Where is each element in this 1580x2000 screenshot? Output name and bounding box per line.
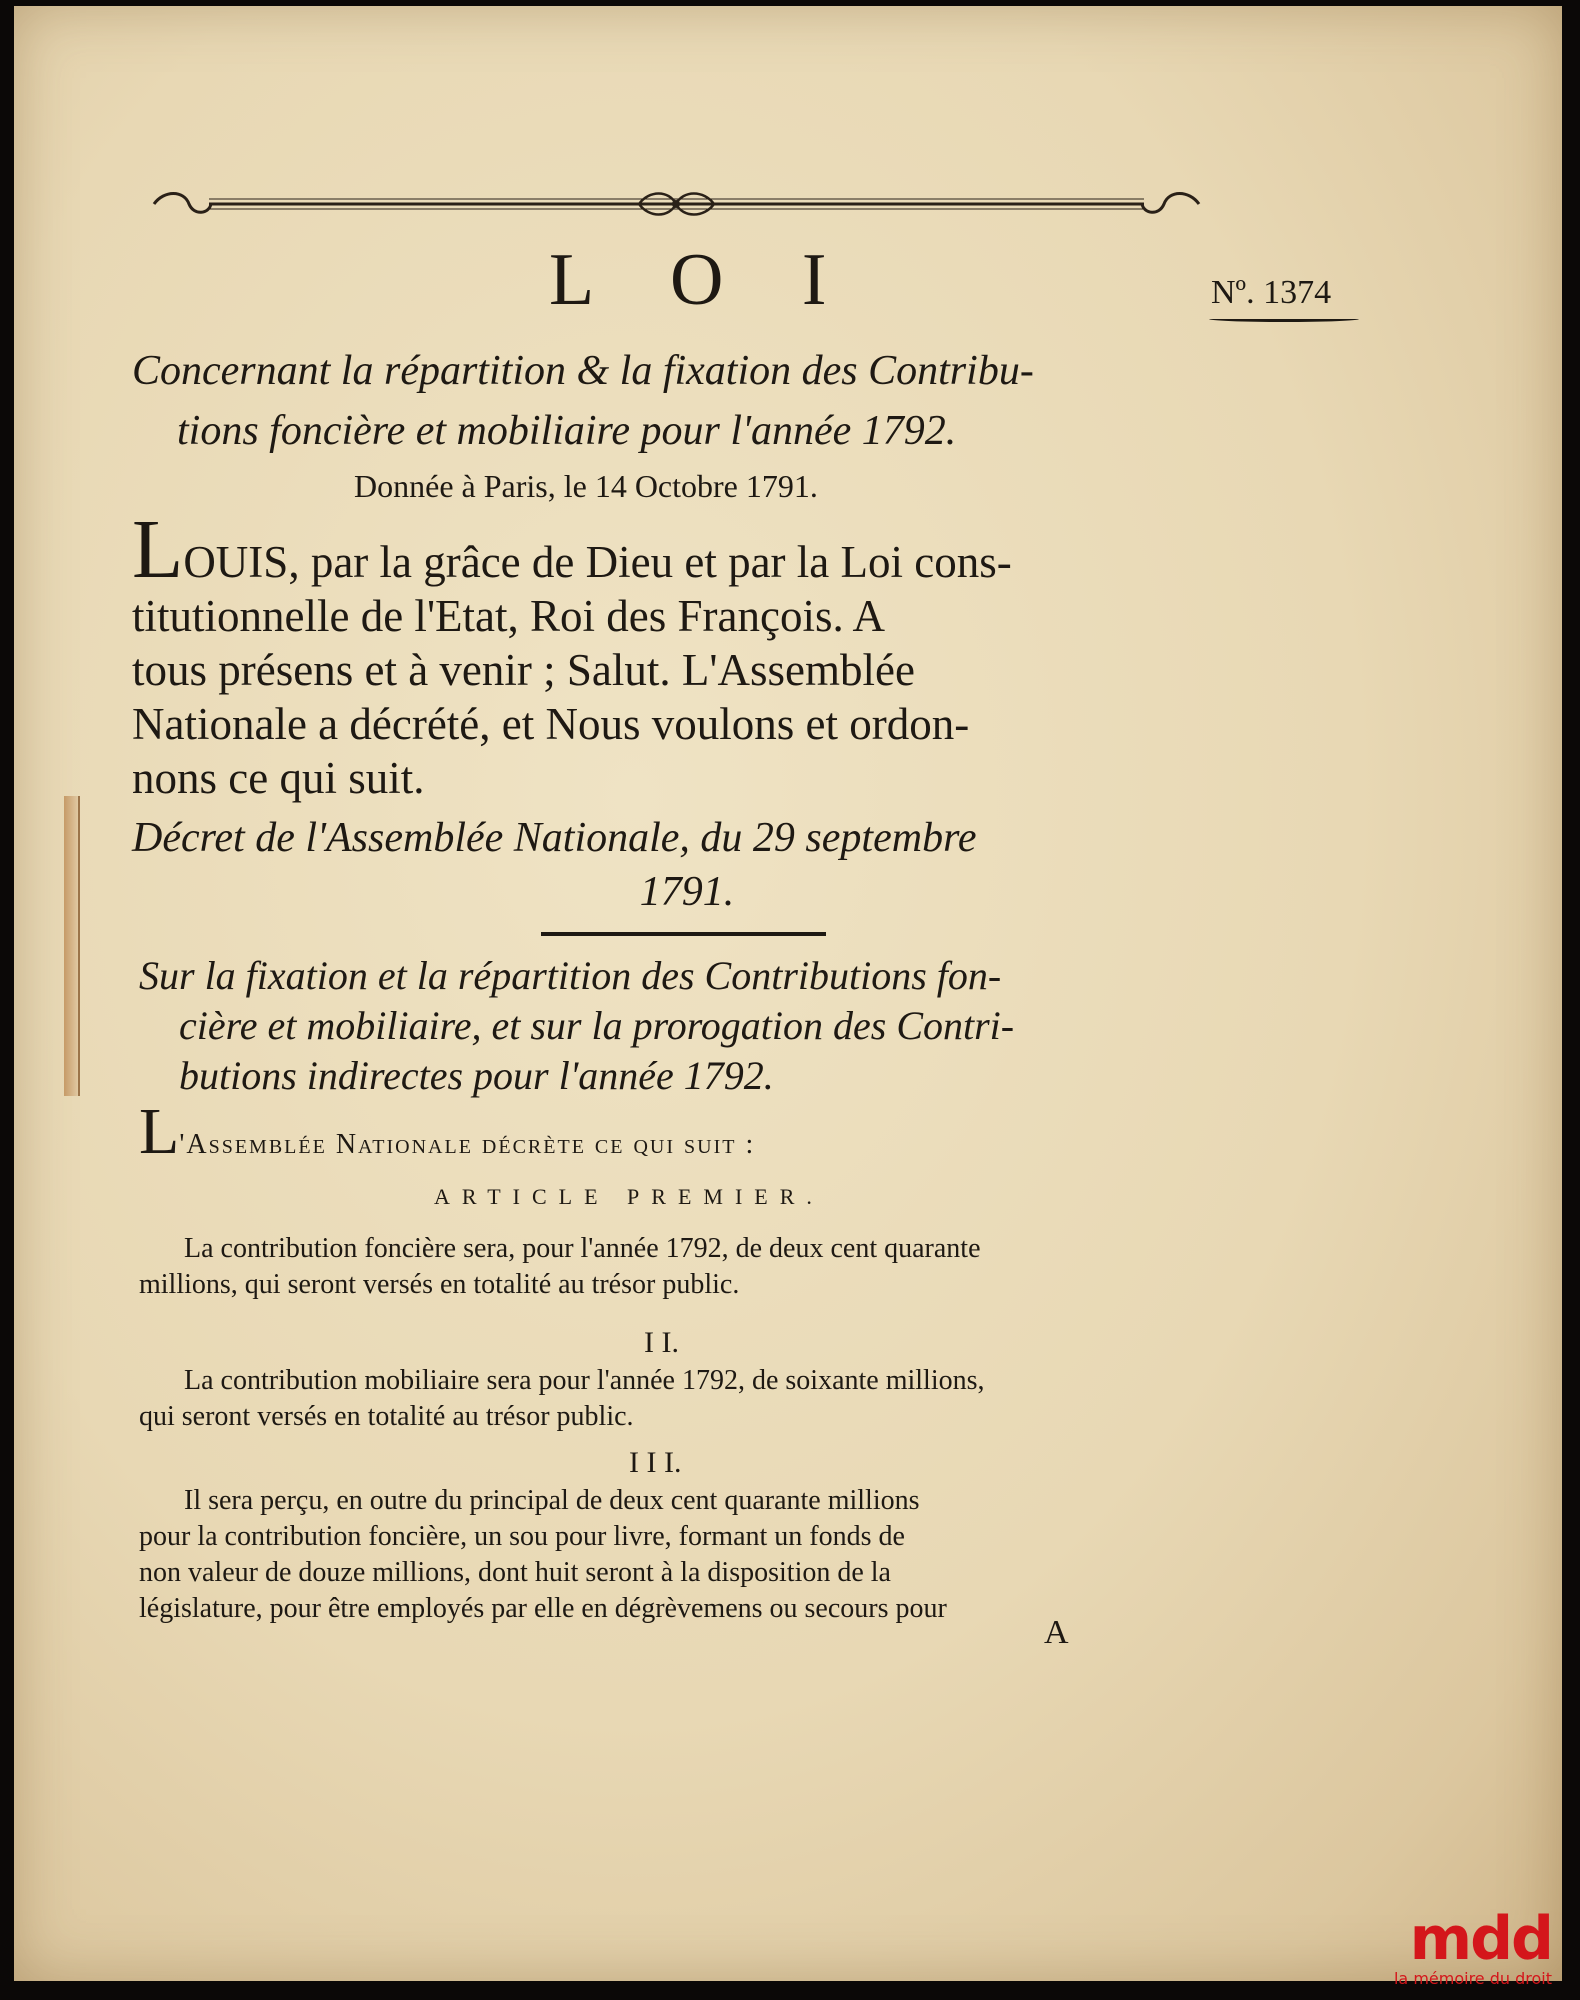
document-title: L O I bbox=[549, 239, 857, 321]
article-heading: ARTICLE PREMIER. bbox=[434, 1184, 824, 1209]
article-line: législature, pour être employés par elle en dégrèvemens ou secours pour bbox=[139, 1593, 947, 1624]
assembly-decree bbox=[139, 1095, 756, 1168]
article-3 bbox=[139, 1483, 1239, 1627]
article-line: qui seront versés en totalité au trésor public. bbox=[139, 1401, 634, 1432]
article-line: pour la contribution foncière, un sou pour livre, formant un fonds de bbox=[139, 1521, 905, 1552]
binding-strip bbox=[64, 796, 80, 1096]
number-underline bbox=[1209, 316, 1359, 322]
article-line: La contribution foncière sera, pour l'année 1792, de deux cent quarante bbox=[184, 1233, 981, 1264]
decree-line: 1791. bbox=[639, 869, 735, 915]
section-rule bbox=[541, 932, 826, 936]
header-ornament bbox=[149, 186, 1204, 222]
watermark-logo: mdd bbox=[1409, 1904, 1552, 1974]
preamble-line: tous présens et à venir ; Salut. L'Assemblée bbox=[132, 645, 915, 695]
dropcap: L bbox=[132, 503, 184, 596]
subtitle-line: Concernant la répartition & la fixation des Contribu- bbox=[132, 348, 1034, 394]
watermark bbox=[1393, 1904, 1552, 1988]
preamble-line: titutionnelle de l'Etat, Roi des François. A bbox=[132, 591, 886, 641]
watermark-tagline: la mémoire du droit bbox=[1393, 1969, 1552, 1988]
subtitle-line: tions foncière et mobiliaire pour l'année 1792. bbox=[177, 408, 957, 454]
document-page bbox=[14, 6, 1562, 1981]
article-2 bbox=[139, 1363, 1239, 1435]
article-2-heading: I I. bbox=[644, 1326, 679, 1359]
decree-object bbox=[139, 951, 1249, 1101]
article-3-heading: I I I. bbox=[629, 1446, 682, 1479]
decree-heading bbox=[132, 811, 1242, 919]
dropcap: L bbox=[139, 1095, 180, 1168]
object-line: butions indirectes pour l'année 1792. bbox=[179, 1053, 774, 1098]
article-line: non valeur de douze millions, dont huit seront à la disposition de la bbox=[139, 1557, 891, 1588]
decree-line: Décret de l'Assemblée Nationale, du 29 septembre bbox=[132, 815, 977, 861]
article-line: millions, qui seront versés en totalité au trésor public. bbox=[139, 1269, 740, 1300]
document-subtitle bbox=[132, 341, 1242, 461]
assembly-text: 'Assemblée Nationale décrète ce qui suit : bbox=[179, 1129, 756, 1160]
article-line: Il sera perçu, en outre du principal de deux cent quarante millions bbox=[184, 1485, 920, 1516]
given-date: Donnée à Paris, le 14 Octobre 1791. bbox=[354, 468, 818, 504]
preamble-line: Nationale a décrété, et Nous voulons et ordon- bbox=[132, 699, 970, 749]
article-1 bbox=[139, 1231, 1239, 1303]
object-line: cière et mobiliaire, et sur la prorogation des Contri- bbox=[179, 1003, 1015, 1048]
preamble-line: OUIS, par la grâce de Dieu et par la Loi cons- bbox=[183, 537, 1012, 587]
document-number: Nº. 1374 bbox=[1211, 274, 1332, 311]
preamble-line: nons ce qui suit. bbox=[132, 753, 425, 803]
article-line: La contribution mobiliaire sera pour l'année 1792, de soixante millions, bbox=[184, 1365, 985, 1396]
object-line: Sur la fixation et la répartition des Contributions fon- bbox=[139, 953, 1002, 998]
signature-mark: A bbox=[1044, 1614, 1069, 1651]
preamble bbox=[132, 503, 1242, 805]
